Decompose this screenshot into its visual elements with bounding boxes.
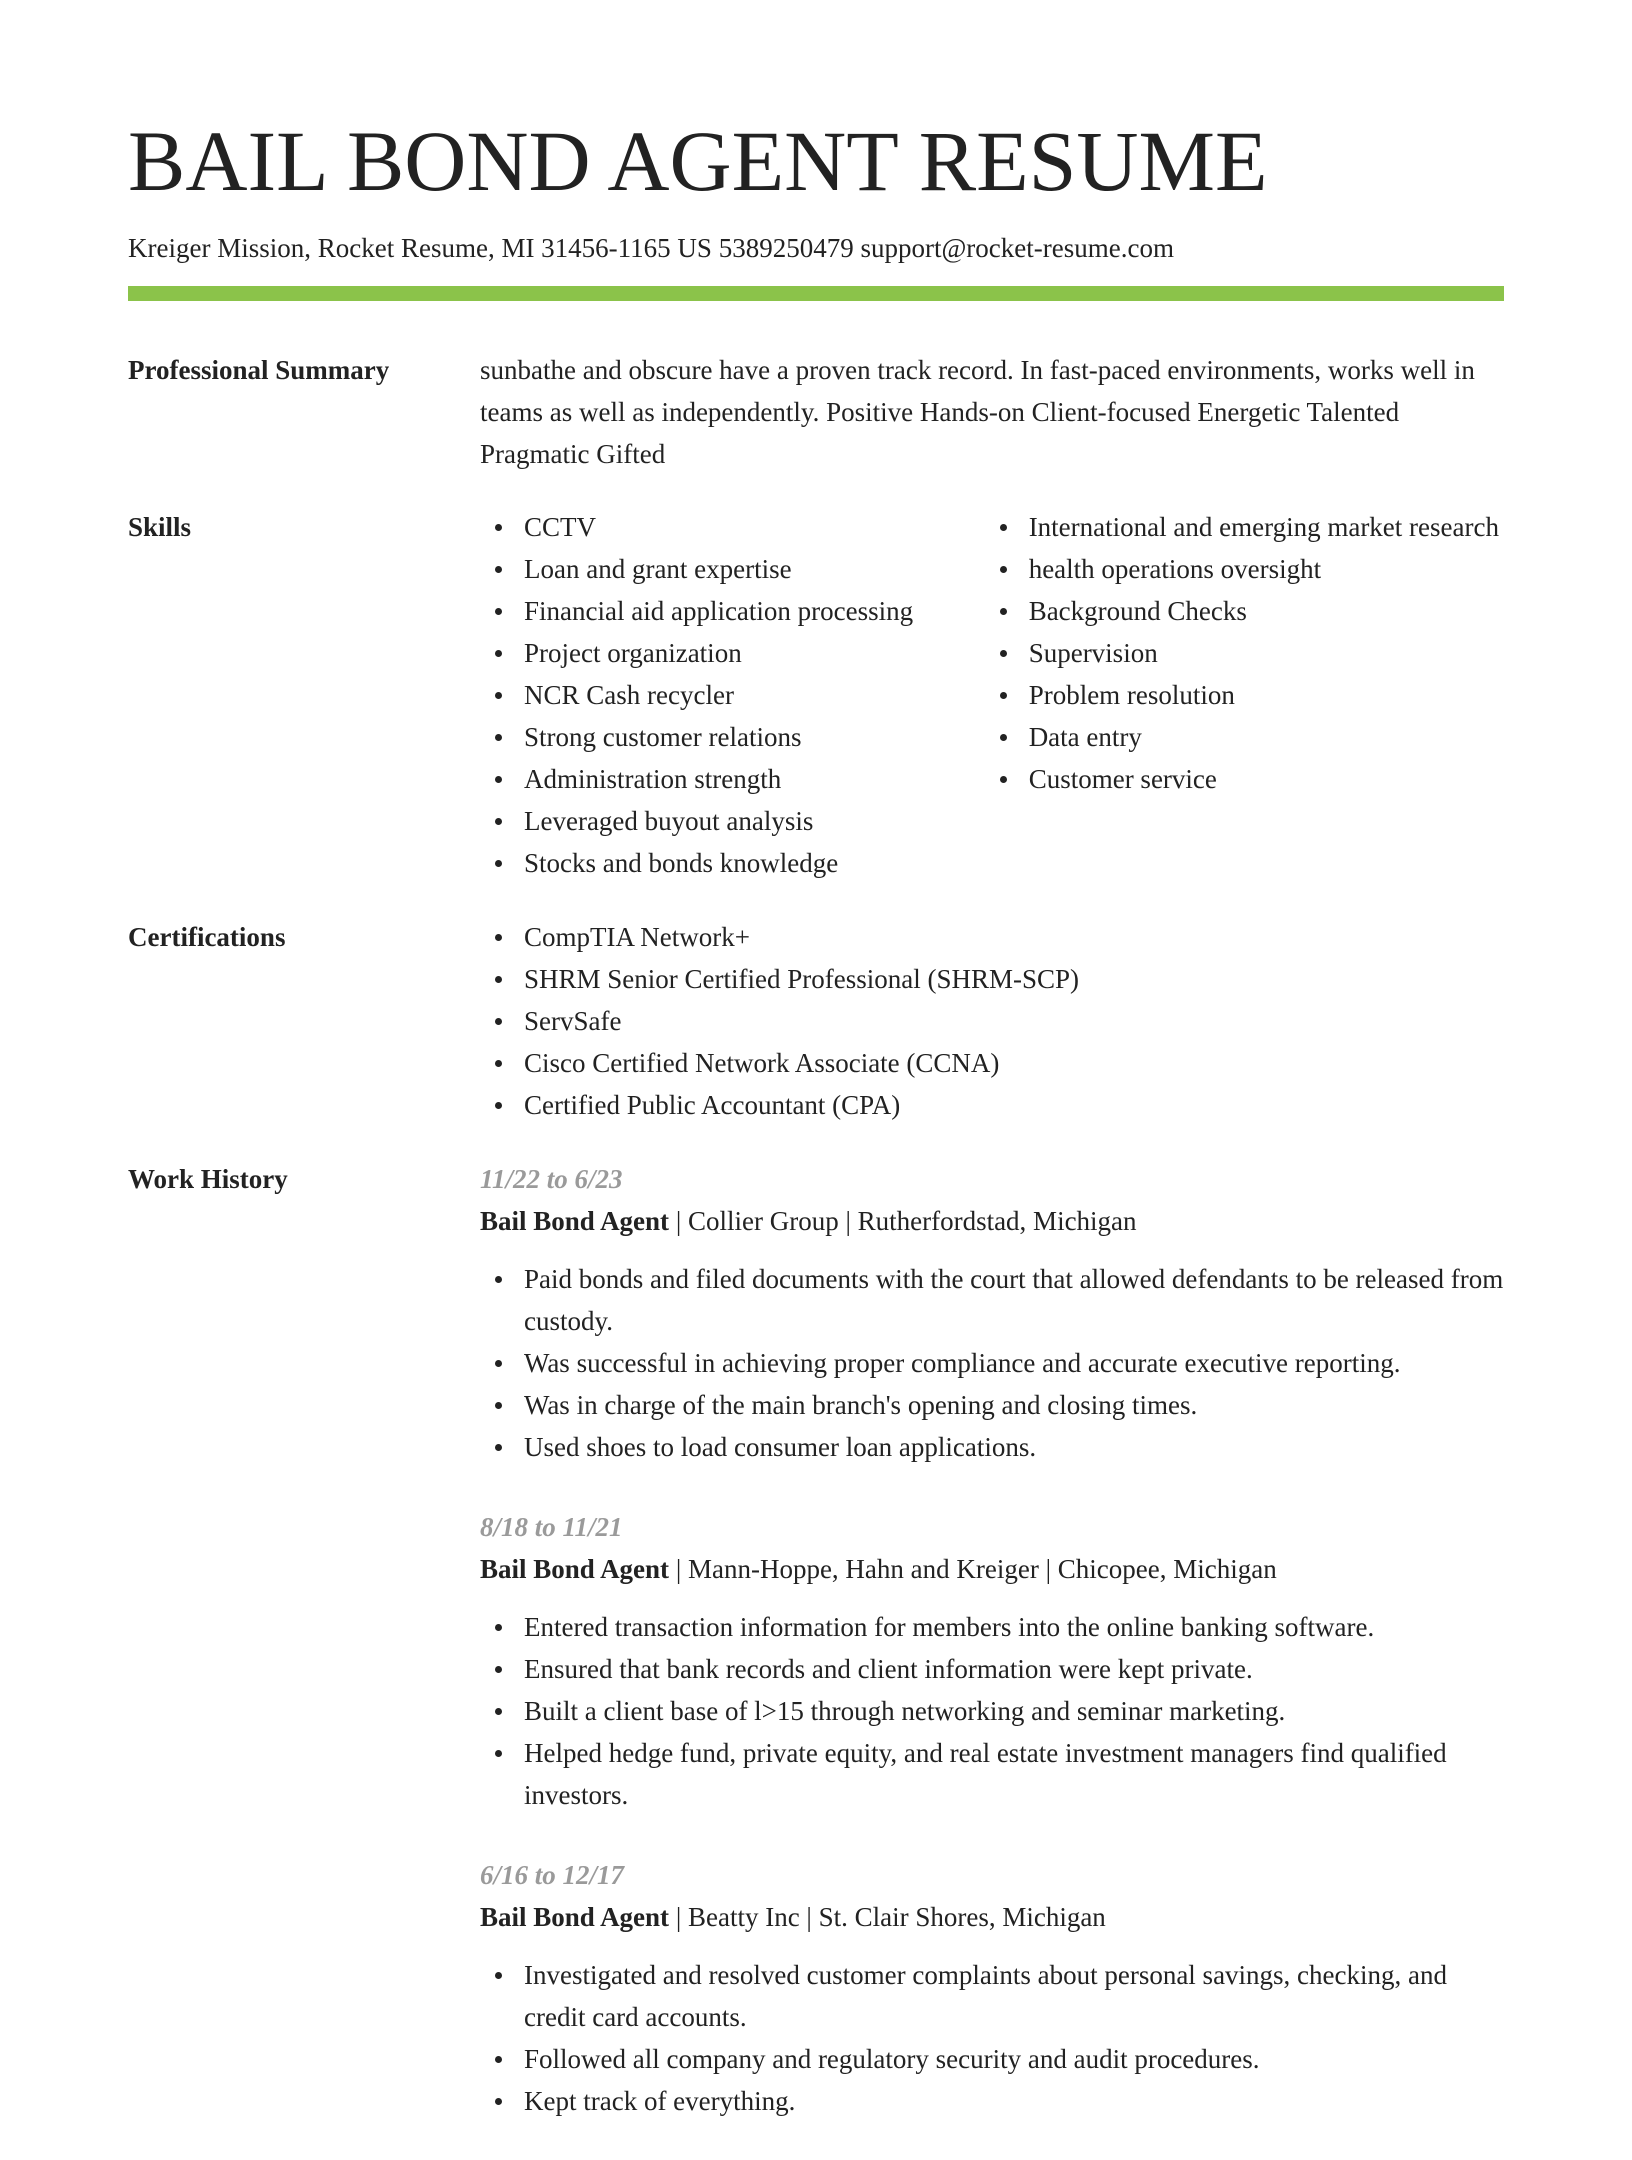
skill-item: NCR Cash recycler xyxy=(524,674,985,716)
certifications-body xyxy=(480,916,1504,1126)
job-duty-item: Followed all company and regulatory security and audit procedures. xyxy=(524,2038,1504,2080)
job-dates: 6/16 to 12/17 xyxy=(480,1860,625,1890)
skill-item: Background Checks xyxy=(1029,590,1504,632)
skills-body xyxy=(480,506,1504,884)
certification-item: CompTIA Network+ xyxy=(524,916,1504,958)
certification-item: Certified Public Accountant (CPA) xyxy=(524,1084,1504,1126)
job-title: Bail Bond Agent xyxy=(480,1206,670,1236)
skill-item: Data entry xyxy=(1029,716,1504,758)
skills-list-left xyxy=(480,506,985,884)
job-duty-item: Investigated and resolved customer complaints about personal savings, checking, and credit card accounts. xyxy=(524,1954,1504,2038)
job-duty-item: Built a client base of l>15 through networking and seminar marketing. xyxy=(524,1690,1504,1732)
skill-item: Problem resolution xyxy=(1029,674,1504,716)
job-header xyxy=(480,1200,1504,1242)
certifications-heading: Certifications xyxy=(128,922,286,952)
job-dates: 8/18 to 11/21 xyxy=(480,1512,623,1542)
job-duty-item: Kept track of everything. xyxy=(524,2080,1504,2122)
skill-item: CCTV xyxy=(524,506,985,548)
job-duty-item: Used shoes to load consumer loan applications. xyxy=(524,1426,1504,1468)
skill-item: Customer service xyxy=(1029,758,1504,800)
job-entry xyxy=(480,1158,1504,1468)
job-dates: 11/22 to 6/23 xyxy=(480,1164,623,1194)
summary-body xyxy=(480,349,1504,475)
job-employer-location: | Beatty Inc | St. Clair Shores, Michigan xyxy=(669,1902,1106,1932)
resume-title: BAIL BOND AGENT RESUME xyxy=(128,113,1268,209)
job-duty-item: Was in charge of the main branch's opening and closing times. xyxy=(524,1384,1504,1426)
job-duties-list xyxy=(480,1954,1504,2122)
skill-item: Loan and grant expertise xyxy=(524,548,985,590)
summary-text: sunbathe and obscure have a proven track record. In fast-paced environments, works well in teams as well as independently. Positive Hands-on Client-focused Energetic Talented Pragmatic Gifted xyxy=(480,355,1475,469)
accent-divider xyxy=(128,286,1504,301)
skill-item: Leveraged buyout analysis xyxy=(524,800,985,842)
skill-item: Financial aid application processing xyxy=(524,590,985,632)
job-title: Bail Bond Agent xyxy=(480,1902,670,1932)
certification-item: SHRM Senior Certified Professional (SHRM-SCP) xyxy=(524,958,1504,1000)
certification-item: ServSafe xyxy=(524,1000,1504,1042)
skills-heading: Skills xyxy=(128,512,192,542)
job-employer-location: | Mann-Hoppe, Hahn and Kreiger | Chicopee, Michigan xyxy=(669,1554,1277,1584)
job-header xyxy=(480,1896,1504,1938)
certification-item: Cisco Certified Network Associate (CCNA) xyxy=(524,1042,1504,1084)
job-duty-item: Was successful in achieving proper compliance and accurate executive reporting. xyxy=(524,1342,1504,1384)
skill-item: Strong customer relations xyxy=(524,716,985,758)
work-history-body xyxy=(480,1158,1504,2160)
job-entry xyxy=(480,1854,1504,2122)
job-title: Bail Bond Agent xyxy=(480,1554,670,1584)
skill-item: Project organization xyxy=(524,632,985,674)
summary-heading: Professional Summary xyxy=(128,355,390,385)
job-duties-list xyxy=(480,1258,1504,1468)
job-entry xyxy=(480,1506,1504,1816)
job-duties-list xyxy=(480,1606,1504,1816)
skill-item: International and emerging market research xyxy=(1029,506,1504,548)
work-history-heading: Work History xyxy=(128,1164,288,1194)
contact-line: Kreiger Mission, Rocket Resume, MI 31456-1165 US 5389250479 support@rocket-resume.com xyxy=(128,233,1174,263)
job-duty-item: Paid bonds and filed documents with the court that allowed defendants to be released from custody. xyxy=(524,1258,1504,1342)
certifications-list xyxy=(480,916,1504,1126)
skills-list-right xyxy=(985,506,1504,884)
skill-item: Supervision xyxy=(1029,632,1504,674)
job-duty-item: Entered transaction information for members into the online banking software. xyxy=(524,1606,1504,1648)
job-employer-location: | Collier Group | Rutherfordstad, Michigan xyxy=(669,1206,1137,1236)
job-duty-item: Helped hedge fund, private equity, and real estate investment managers find qualified investors. xyxy=(524,1732,1504,1816)
skill-item: Stocks and bonds knowledge xyxy=(524,842,985,884)
job-duty-item: Ensured that bank records and client information were kept private. xyxy=(524,1648,1504,1690)
job-header xyxy=(480,1548,1504,1590)
skill-item: Administration strength xyxy=(524,758,985,800)
skill-item: health operations oversight xyxy=(1029,548,1504,590)
